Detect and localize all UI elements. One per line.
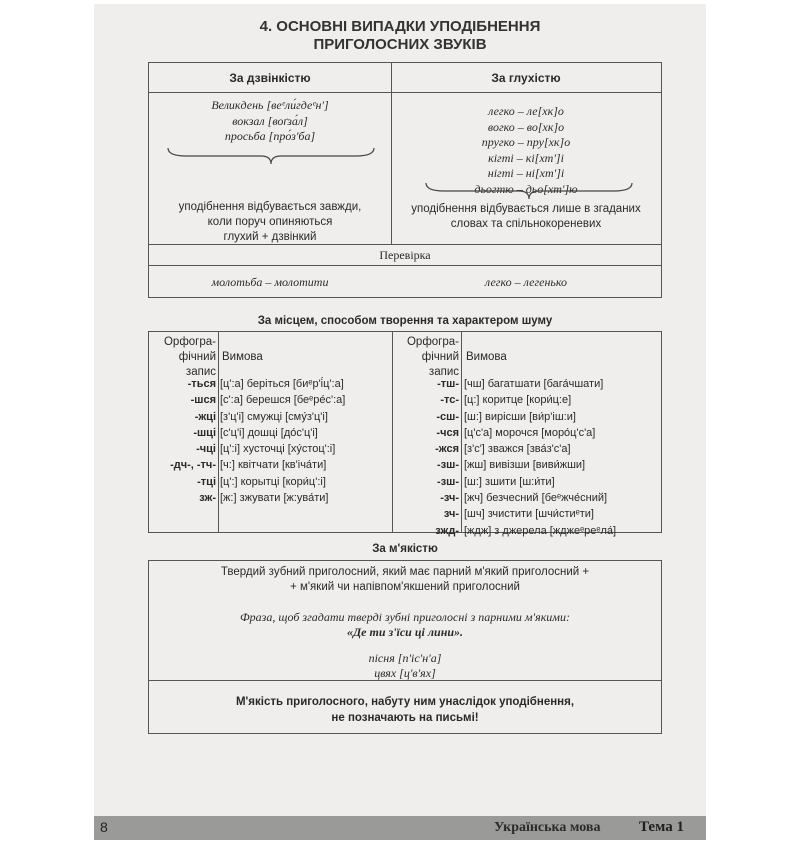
softness-heading: За м'якістю bbox=[372, 543, 438, 555]
pronunciation-cell: [ц'с'а] морочся [моро́ц'с'а] bbox=[464, 426, 596, 439]
softness-rule-line: Твердий зубний приголосний, який має парний м'який приголосний + bbox=[220, 566, 590, 578]
softness-example: цвях [ц'в'ях] bbox=[374, 666, 436, 680]
spelling-cell: -тці bbox=[197, 475, 216, 488]
devoicing-example: кігті – кі[хт']і bbox=[488, 150, 564, 165]
left-curly-brace bbox=[166, 146, 376, 166]
check-devoicing: легко – легенько bbox=[484, 275, 568, 289]
spelling-header-right bbox=[394, 335, 459, 380]
spelling-header-line: Орфогра- bbox=[406, 336, 459, 348]
voicing-examples bbox=[149, 98, 391, 145]
place-manner-heading: За місцем, способом творення та характером шуму bbox=[257, 315, 553, 327]
check-voicing: молотьба – молотити bbox=[211, 275, 329, 289]
voicing-example: Великдень [веᵉли́гдеᵉн'] bbox=[211, 98, 329, 112]
spelling-cell: -жся bbox=[435, 443, 459, 456]
right-spelling-column bbox=[394, 376, 459, 539]
softness-rule bbox=[149, 565, 661, 595]
spelling-cell: зж- bbox=[199, 492, 216, 505]
pronunciation-cell: [с':а] берешся [беᵉре́с':а] bbox=[220, 394, 346, 407]
devoicing-example: нігті – ні[хт']і bbox=[487, 166, 565, 180]
spelling-header-line: запис bbox=[428, 366, 459, 378]
devoicing-example: вогко – во[хк]о bbox=[487, 119, 565, 134]
pronunciation-header-right: Вимова bbox=[466, 351, 507, 363]
footer-subject: Українська мова bbox=[494, 820, 601, 835]
footer-topic: Тема 1 bbox=[639, 819, 684, 835]
page-title-line1: 4. ОСНОВНІ ВИПАДКИ УПОДІБНЕННЯ bbox=[259, 18, 541, 35]
voicing-note-line: коли поруч опиняються bbox=[207, 216, 333, 228]
spelling-cell: -тс- bbox=[440, 394, 459, 407]
pronunciation-cell: [шч] зчистити [шчи́стиᵉти] bbox=[464, 508, 594, 521]
mnemonic-intro: Фраза, щоб згадати тверді зубні приголосні з парними м'якими: bbox=[240, 610, 570, 624]
voicing-table-check-rule-bottom bbox=[148, 265, 662, 266]
place-manner-divider-left bbox=[218, 331, 219, 532]
devoicing-note-line: уподібнення відбувається лише в згаданих bbox=[411, 203, 641, 215]
spelling-header-line: запис bbox=[185, 366, 216, 378]
pronunciation-cell: [ш:] зшити [ш:и́ти] bbox=[464, 475, 555, 488]
mnemonic-phrase bbox=[149, 610, 661, 640]
pronunciation-header-left: Вимова bbox=[222, 351, 263, 363]
pronunciation-cell: [з'ц'і] смужці [сму́з'ц'і] bbox=[220, 410, 328, 423]
place-manner-divider-right bbox=[461, 331, 462, 532]
spelling-header-line: фічний bbox=[178, 351, 216, 363]
pronunciation-cell: [с'ц'і] дошці [до́с'ц'і] bbox=[220, 426, 318, 439]
spelling-cell: -зш- bbox=[437, 475, 459, 488]
spelling-cell: -шся bbox=[190, 394, 216, 407]
page bbox=[94, 4, 706, 840]
softness-example: пісня [п'іс'н'а] bbox=[368, 651, 442, 665]
pronunciation-cell: [ц:] коритце [кори́ц:е] bbox=[464, 394, 572, 407]
spelling-header-line: Орфогра- bbox=[163, 336, 216, 348]
spelling-header-left bbox=[150, 335, 216, 380]
voicing-note-line: глухий + дзвінкий bbox=[223, 231, 317, 243]
spelling-cell: зч- bbox=[443, 508, 459, 521]
softness-note-line: М'якість приголосного, набуту ним унаслідок уподібнення, bbox=[235, 696, 575, 708]
devoicing-example: пругко – пру[хк]о bbox=[481, 135, 571, 149]
softness-note bbox=[149, 694, 661, 726]
voicing-example: вокзал [воґза́л] bbox=[232, 113, 308, 128]
place-manner-divider-middle bbox=[392, 331, 393, 532]
softness-note-line: не позначають на письмі! bbox=[331, 712, 479, 724]
devoicing-note bbox=[392, 202, 660, 232]
pronunciation-cell: [ц':а] беріться [биᵉр'і́ц':а] bbox=[220, 378, 344, 390]
page-title-line2: ПРИГОЛОСНИХ ЗВУКІВ bbox=[313, 36, 487, 53]
pronunciation-cell: [жш] вивізши [виви́жши] bbox=[464, 459, 586, 472]
spelling-cell: -жці bbox=[194, 410, 216, 423]
spelling-cell: -зш- bbox=[437, 459, 459, 472]
spelling-cell: -ться bbox=[187, 378, 216, 390]
pronunciation-cell: [ж:] зжувати [ж:ува́ти] bbox=[220, 492, 329, 505]
pronunciation-cell: [з'с'] зважся [зва́з'с'а] bbox=[464, 443, 571, 456]
voicing-note bbox=[149, 200, 391, 245]
voicing-header: За дзвінкістю bbox=[229, 71, 311, 85]
pronunciation-cell: [чш] багатшати [бага́чшати] bbox=[464, 378, 604, 390]
check-label: Перевірка bbox=[379, 248, 431, 262]
pronunciation-cell: [жч] безчесний [беᵉжче́сний] bbox=[464, 492, 608, 505]
mnemonic-text: «Де ти з'їси ці лини». bbox=[346, 625, 464, 639]
voicing-example: просьба [про́з'ба] bbox=[224, 129, 316, 143]
spelling-cell: -чці bbox=[196, 443, 216, 456]
pronunciation-cell: [ч:] квітчати [кв'іча́ти] bbox=[220, 459, 327, 472]
spelling-cell: зжд- bbox=[435, 524, 459, 537]
devoicing-note-line: словах та спільнокореневих bbox=[450, 218, 602, 230]
spelling-header-line: фічний bbox=[421, 351, 459, 363]
spelling-cell: -шці bbox=[193, 426, 216, 439]
pronunciation-cell: [ц':] корытці [кори́ц':і] bbox=[220, 475, 326, 488]
pronunciation-cell: [ш:] вирісши [ви́р'іш:и] bbox=[464, 410, 576, 423]
spelling-cell: -сш- bbox=[436, 410, 459, 423]
voicing-table-header-rule bbox=[148, 92, 662, 93]
right-pronunciation-column bbox=[464, 376, 659, 539]
footer-band bbox=[94, 816, 706, 840]
left-spelling-column bbox=[150, 376, 216, 506]
softness-examples bbox=[149, 651, 661, 681]
spelling-cell: -чся bbox=[436, 426, 459, 439]
page-number: 8 bbox=[100, 819, 108, 835]
pronunciation-cell: [ждж] з джерела [жджеᵉреᵉла́] bbox=[464, 524, 617, 537]
pronunciation-cell: [ц':і] хусточці [ху́стоц':і] bbox=[220, 443, 336, 456]
spelling-cell: -дч-, -тч- bbox=[170, 459, 216, 472]
voicing-note-line: уподібнення відбувається завжди, bbox=[178, 201, 362, 213]
devoicing-header: За глухістю bbox=[491, 71, 561, 85]
spelling-cell: -зч- bbox=[440, 492, 459, 505]
devoicing-example: легко – ле[хк]о bbox=[488, 104, 564, 118]
right-curly-brace bbox=[424, 181, 634, 201]
softness-rule-line: + м'який чи напівпом'якшений приголосний bbox=[290, 581, 520, 593]
devoicing-example: дьогтю – дьо[хт']ю bbox=[474, 181, 578, 196]
spelling-cell: -тш- bbox=[437, 378, 459, 390]
left-pronunciation-column bbox=[220, 376, 390, 506]
